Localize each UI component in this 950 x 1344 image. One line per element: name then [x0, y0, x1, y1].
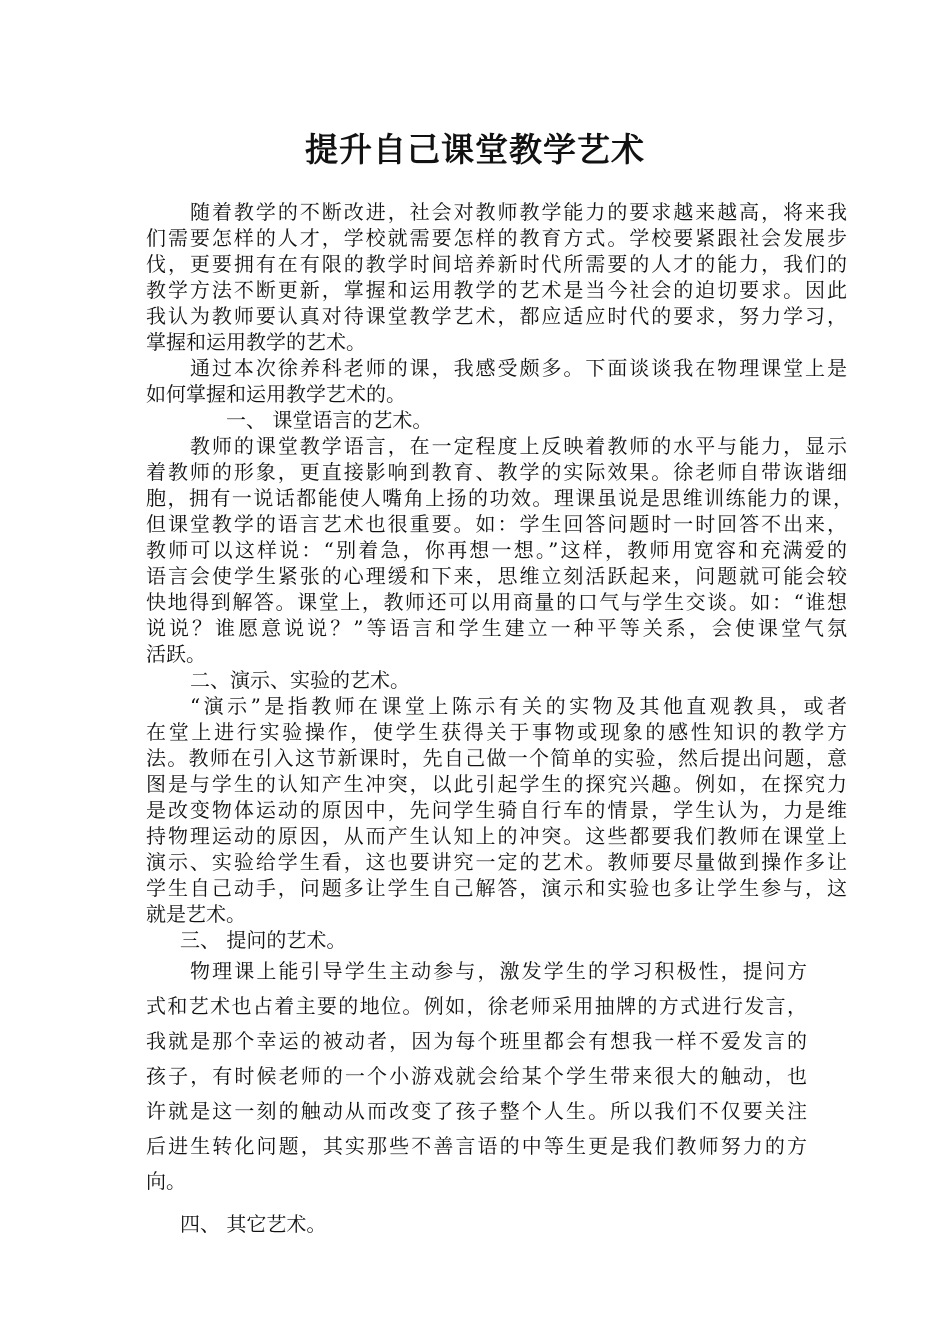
paragraph-line: 教师可以这样说：“别着急，你再想一想。”这样，教师用宽容和充满爱的 — [146, 538, 847, 562]
paragraph-line: 掌握和运用教学的艺术。 — [146, 330, 366, 354]
paragraph-line: 我就是那个幸运的被动者，因为每个班里都会有想我一样不爱发言的 — [146, 1029, 807, 1053]
paragraph-line: 随着教学的不断改进，社会对教师教学能力的要求越来越高，将来我 — [190, 200, 847, 224]
paragraph-line: 说说？谁愿意说说？”等语言和学生建立一种平等关系，会使课堂气氛 — [146, 616, 847, 640]
paragraph-line: 我认为教师要认真对待课堂教学艺术，都应适应时代的要求，努力学习， — [146, 304, 847, 328]
paragraph-line: 式和艺术也占着主要的地位。例如，徐老师采用抽牌的方式进行发言， — [146, 994, 807, 1018]
section-heading: 一、 课堂语言的艺术。 — [226, 408, 433, 432]
paragraph-line: 如何掌握和运用教学艺术的。 — [146, 382, 406, 406]
section-heading: 四、 其它艺术。 — [180, 1212, 327, 1236]
document-title: 提升自己课堂教学艺术 — [305, 130, 645, 169]
section-heading: 二、演示、实验的艺术。 — [190, 668, 410, 692]
paragraph-line: 法。教师在引入这节新课时，先自己做一个简单的实验，然后提出问题，意 — [146, 746, 847, 770]
paragraph-line: 向。 — [146, 1169, 186, 1193]
paragraph-line: 演示、实验给学生看，这也要讲究一定的艺术。教师要尽量做到操作多让 — [146, 850, 847, 874]
paragraph-line: 教师的课堂教学语言，在一定程度上反映着教师的水平与能力，显示 — [190, 434, 847, 458]
paragraph-line: 着教师的形象，更直接影响到教育、教学的实际效果。徐老师自带诙谐细 — [146, 460, 847, 484]
paragraph-line: 教学方法不断更新，掌握和运用教学的艺术是当今社会的迫切要求。因此 — [146, 278, 847, 302]
paragraph-line: 伐，更要拥有在有限的教学时间培养新时代所需要的人才的能力，我们的 — [146, 252, 847, 276]
paragraph-line: 就是艺术。 — [146, 902, 246, 926]
paragraph-line: 孩子，有时候老师的一个小游戏就会给某个学生带来很大的触动，也 — [146, 1064, 807, 1088]
paragraph-line: 们需要怎样的人才，学校就需要怎样的教育方式。学校要紧跟社会发展步 — [146, 226, 847, 250]
paragraph-line: 物理课上能引导学生主动参与，激发学生的学习积极性，提问方 — [190, 959, 807, 983]
paragraph-line: 快地得到解答。课堂上，教师还可以用商量的口气与学生交谈。如：“谁想 — [146, 590, 847, 614]
paragraph-line: 活跃。 — [146, 642, 206, 666]
section-heading: 三、 提问的艺术。 — [180, 928, 347, 952]
paragraph-line: 许就是这一刻的触动从而改变了孩子整个人生。所以我们不仅要关注 — [146, 1099, 807, 1123]
paragraph-line: 语言会使学生紧张的心理缓和下来，思维立刻活跃起来，问题就可能会较 — [146, 564, 847, 588]
paragraph-line: “演示”是指教师在课堂上陈示有关的实物及其他直观教具，或者 — [190, 694, 847, 718]
paragraph-line: 是改变物体运动的原因中，先问学生骑自行车的情景，学生认为，力是维 — [146, 798, 847, 822]
paragraph-line: 持物理运动的原因，从而产生认知上的冲突。这些都要我们教师在课堂上 — [146, 824, 847, 848]
paragraph-line: 通过本次徐养科老师的课，我感受颇多。下面谈谈我在物理课堂上是 — [190, 356, 847, 380]
paragraph-line: 图是与学生的认知产生冲突，以此引起学生的探究兴趣。例如，在探究力 — [146, 772, 847, 796]
paragraph-line: 胞，拥有一说话都能使人嘴角上扬的功效。理课虽说是思维训练能力的课， — [146, 486, 853, 510]
paragraph-line: 但课堂教学的语言艺术也很重要。如：学生回答问题时一时回答不出来， — [146, 512, 847, 536]
paragraph-line: 后进生转化问题，其实那些不善言语的中等生更是我们教师努力的方 — [146, 1134, 807, 1158]
paragraph-line: 在堂上进行实验操作，使学生获得关于事物或现象的感性知识的教学方 — [146, 720, 847, 744]
paragraph-line: 学生自己动手，问题多让学生自己解答，演示和实验也多让学生参与，这 — [146, 876, 847, 900]
